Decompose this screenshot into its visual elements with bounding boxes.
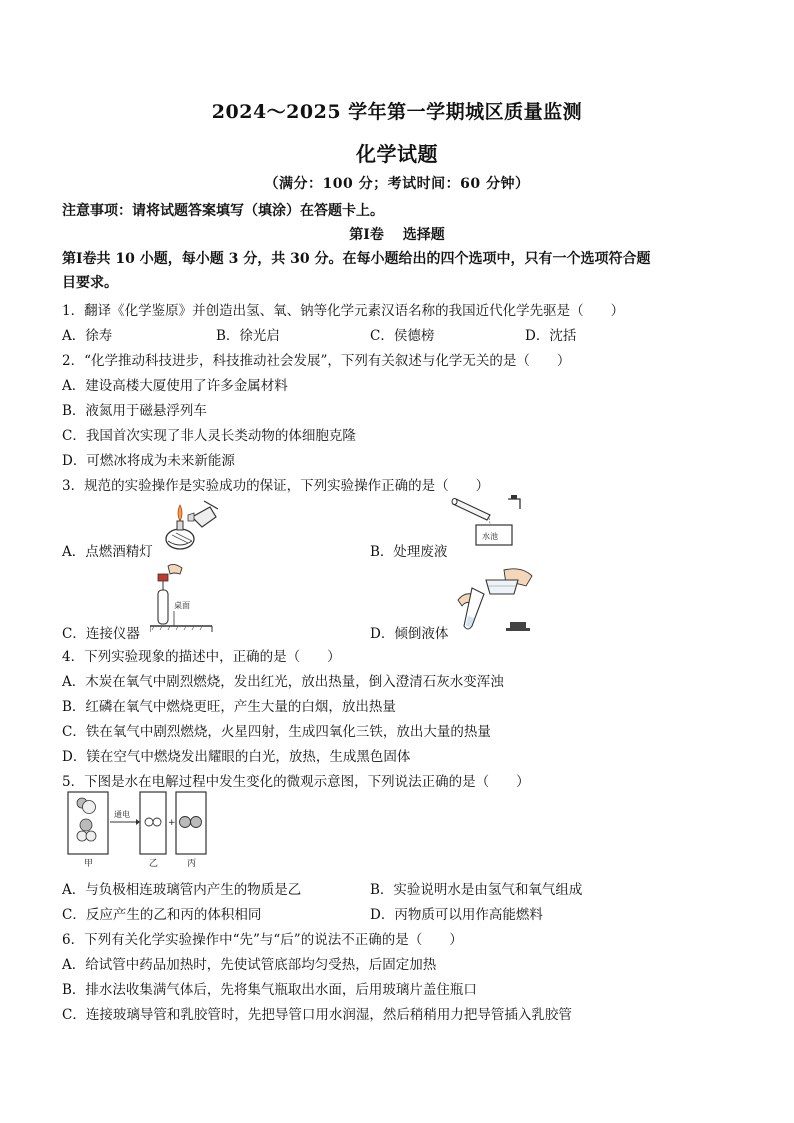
q6-option-a: A．给试管中药品加热时，先使试管底部均匀受热，后固定加热 [62, 957, 437, 973]
plus-sign: + [168, 818, 176, 828]
question-3-stem: 3．规范的实验操作是实验成功的保证，下列实验操作正确的是（ ） [62, 478, 490, 494]
q1-option-c: C．侯德榜 [370, 328, 435, 344]
question-6-stem: 6．下列有关化学实验操作中“先”与“后”的说法不正确的是（ ） [62, 932, 463, 948]
q3-option-d: D．倾倒液体 [370, 626, 449, 642]
label-bing: 丙 [187, 859, 197, 869]
section-desc-1: 第Ⅰ卷共 10 小题，每小题 3 分，共 30 分。在每小题给出的四个选项中，只有一个选项符合题 [62, 251, 651, 267]
electrolysis-micro-figure [62, 790, 212, 870]
waste-liquid-figure [450, 493, 530, 551]
question-5-stem: 5．下图是水在电解过程中发生变化的微观示意图，下列说法正确的是（ ） [62, 774, 530, 790]
table-label: 桌面 [174, 601, 190, 610]
q2-option-b: B．液氮用于磁悬浮列车 [62, 403, 207, 419]
q3-option-a: A．点燃酒精灯 [62, 544, 153, 560]
q2-option-a: A．建设高楼大厦使用了许多金属材料 [62, 378, 288, 394]
q4-option-b: B．红磷在氧气中燃烧更旺，产生大量的白烟，放出热量 [62, 699, 396, 715]
label-yi: 乙 [149, 859, 159, 869]
score-info: （满分：100 分；考试时间：60 分钟） [264, 176, 530, 192]
question-4-stem: 4．下列实验现象的描述中，正确的是（ ） [62, 649, 341, 665]
q6-option-c: C．连接玻璃导管和乳胶管时，先把导管口用水润湿，然后稍稍用力把导管插入乳胶管 [62, 1007, 572, 1023]
subject-title: 化学试题 [356, 142, 438, 166]
q4-option-a: A．木炭在氧气中剧烈燃烧，发出红光，放出热量，倒入澄清石灰水变浑浊 [62, 674, 504, 690]
question-1-stem: 1．翻译《化学鉴原》并创造出氢、氧、钠等化学元素汉语名称的我国近代化学先驱是（ ） [62, 303, 625, 319]
q5-option-c: C．反应产生的乙和丙的体积相同 [62, 907, 262, 923]
exam-title: 2024～2025 学年第一学期城区质量监测 [211, 101, 583, 123]
sink-label: 水池 [482, 532, 498, 541]
q3-option-c: C．连接仪器 [62, 626, 140, 642]
q4-option-d: D．镁在空气中燃烧发出耀眼的白光，放热，生成黑色固体 [62, 749, 411, 765]
label-jia: 甲 [84, 859, 94, 869]
q6-option-b: B．排水法收集满气体后，先将集气瓶取出水面，后用玻璃片盖住瓶口 [62, 982, 477, 998]
arrow-label: 通电 [114, 810, 130, 819]
pour-liquid-figure [452, 564, 536, 636]
q1-option-d: D．沈括 [525, 328, 577, 344]
q5-option-a: A．与负极相连玻璃管内产生的物质是乙 [62, 882, 302, 898]
section-title: 第Ⅰ卷 选择题 [349, 227, 445, 243]
q4-option-c: C．铁在氧气中剧烈燃烧，火星四射，生成四氧化三铁，放出大量的热量 [62, 724, 491, 740]
q2-option-c: C．我国首次实现了非人灵长类动物的体细胞克隆 [62, 428, 356, 444]
q5-option-b: B．实验说明水是由氢气和氧气组成 [370, 882, 583, 898]
notice: 注意事项：请将试题答案填写（填涂）在答题卡上。 [62, 203, 384, 219]
question-2-stem: 2．“化学推动科技进步，科技推动社会发展”，下列有关叙述与化学无关的是（ ） [62, 353, 571, 369]
q1-option-b: B．徐光启 [216, 328, 280, 344]
section-desc-2: 目要求。 [62, 275, 118, 291]
connect-apparatus-figure [150, 560, 222, 634]
q5-option-d: D．丙物质可以用作高能燃料 [370, 907, 543, 923]
q3-option-b: B．处理废液 [370, 544, 448, 560]
alcohol-lamp-figure [158, 495, 220, 553]
q1-option-a: A．徐寿 [62, 328, 113, 344]
q2-option-d: D．可燃冰将成为未来新能源 [62, 453, 235, 469]
